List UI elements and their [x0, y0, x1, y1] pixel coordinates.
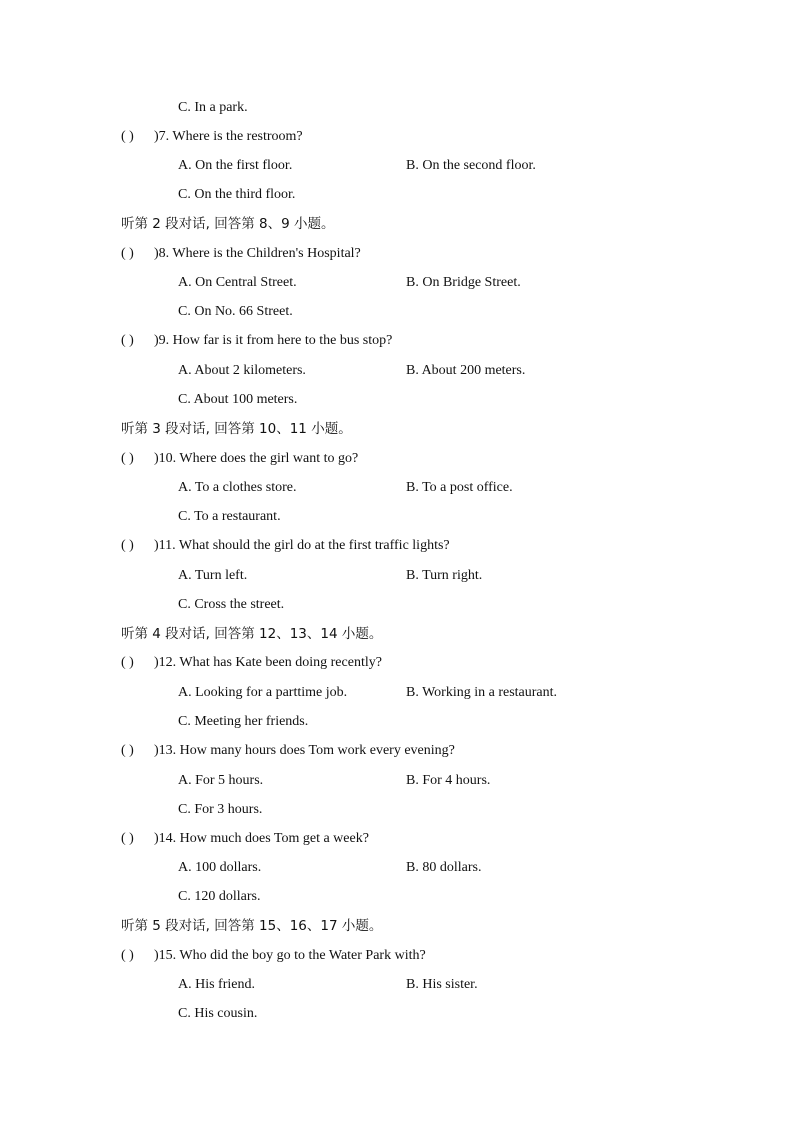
q10-option-a: A. To a clothes store.	[178, 480, 297, 495]
q9-option-c: C. About 100 meters.	[178, 392, 298, 407]
q11-option-a: A. Turn left.	[178, 568, 248, 583]
section-4-heading-row	[0, 623, 800, 645]
q14-text: )14. How much does Tom get a week?	[154, 831, 369, 846]
q10-option-c-row	[0, 506, 800, 528]
q15-options-row	[0, 974, 800, 996]
section-4-heading: 听第 4 段对话, 回答第 12、13、14 小题。	[121, 626, 383, 642]
q9-options-row	[0, 360, 800, 382]
q12-option-c: C. Meeting her friends.	[178, 714, 309, 729]
q11-option-b: B. Turn right.	[406, 568, 483, 583]
q9-option-a: A. About 2 kilometers.	[178, 363, 306, 378]
q6-option-c-row	[0, 97, 800, 119]
q10-options-row	[0, 477, 800, 499]
q8-option-b: B. On Bridge Street.	[406, 275, 521, 290]
q9-option-b: B. About 200 meters.	[406, 363, 526, 378]
q14-option-b: B. 80 dollars.	[406, 860, 482, 875]
section-5-heading: 听第 5 段对话, 回答第 15、16、17 小题。	[121, 918, 383, 934]
q15-question-row	[0, 945, 800, 967]
answer-blank[interactable]: ( )	[121, 451, 134, 466]
q7-options-row	[0, 155, 800, 177]
q13-option-a: A. For 5 hours.	[178, 773, 264, 788]
q7-option-c-row	[0, 184, 800, 206]
q12-option-a: A. Looking for a parttime job.	[178, 685, 348, 700]
q11-text: )11. What should the girl do at the first traffic lights?	[154, 538, 450, 553]
q10-text: )10. Where does the girl want to go?	[154, 451, 359, 466]
q12-option-b: B. Working in a restaurant.	[406, 685, 558, 700]
q9-text: )9. How far is it from here to the bus stop?	[154, 333, 393, 348]
q10-question-row	[0, 448, 800, 470]
answer-blank[interactable]: ( )	[121, 743, 134, 758]
answer-blank[interactable]: ( )	[121, 538, 134, 553]
q7-question-row	[0, 126, 800, 148]
q10-option-b: B. To a post office.	[406, 480, 513, 495]
q11-option-c: C. Cross the street.	[178, 597, 285, 612]
q7-option-b: B. On the second floor.	[406, 158, 536, 173]
q11-option-c-row	[0, 594, 800, 616]
q9-option-c-row	[0, 389, 800, 411]
q7-text: )7. Where is the restroom?	[154, 129, 303, 144]
q13-options-row	[0, 770, 800, 792]
answer-blank[interactable]: ( )	[121, 831, 134, 846]
q8-question-row	[0, 243, 800, 265]
q7-option-a: A. On the first floor.	[178, 158, 293, 173]
q13-option-b: B. For 4 hours.	[406, 773, 491, 788]
q15-text: )15. Who did the boy go to the Water Park with?	[154, 948, 426, 963]
q10-option-c: C. To a restaurant.	[178, 509, 281, 524]
q8-option-c: C. On No. 66 Street.	[178, 304, 293, 319]
q15-option-b: B. His sister.	[406, 977, 478, 992]
q12-option-c-row	[0, 711, 800, 733]
section-2-heading: 听第 2 段对话, 回答第 8、9 小题。	[121, 216, 335, 232]
answer-blank[interactable]: ( )	[121, 246, 134, 261]
q15-option-a: A. His friend.	[178, 977, 255, 992]
q8-options-row	[0, 272, 800, 294]
q14-option-c: C. 120 dollars.	[178, 889, 261, 904]
q13-question-row	[0, 740, 800, 762]
q8-text: )8. Where is the Children's Hospital?	[154, 246, 361, 261]
q7-option-c: C. On the third floor.	[178, 187, 296, 202]
q12-options-row	[0, 682, 800, 704]
section-2-heading-row	[0, 213, 800, 235]
q14-question-row	[0, 828, 800, 850]
q11-question-row	[0, 535, 800, 557]
q12-text: )12. What has Kate been doing recently?	[154, 655, 382, 670]
q15-option-c-row	[0, 1003, 800, 1025]
answer-blank[interactable]: ( )	[121, 333, 134, 348]
answer-blank[interactable]: ( )	[121, 129, 134, 144]
section-5-heading-row	[0, 915, 800, 937]
answer-blank[interactable]: ( )	[121, 655, 134, 670]
q13-option-c: C. For 3 hours.	[178, 802, 263, 817]
q6-option-c: C. In a park.	[178, 100, 248, 115]
q8-option-c-row	[0, 301, 800, 323]
q14-option-c-row	[0, 886, 800, 908]
section-3-heading-row	[0, 418, 800, 440]
q11-options-row	[0, 565, 800, 587]
q9-question-row	[0, 330, 800, 352]
q14-option-a: A. 100 dollars.	[178, 860, 262, 875]
q15-option-c: C. His cousin.	[178, 1006, 258, 1021]
q8-option-a: A. On Central Street.	[178, 275, 297, 290]
section-3-heading: 听第 3 段对话, 回答第 10、11 小题。	[121, 421, 352, 437]
answer-blank[interactable]: ( )	[121, 948, 134, 963]
q14-options-row	[0, 857, 800, 879]
q13-text: )13. How many hours does Tom work every evening?	[154, 743, 455, 758]
q12-question-row	[0, 652, 800, 674]
q13-option-c-row	[0, 799, 800, 821]
